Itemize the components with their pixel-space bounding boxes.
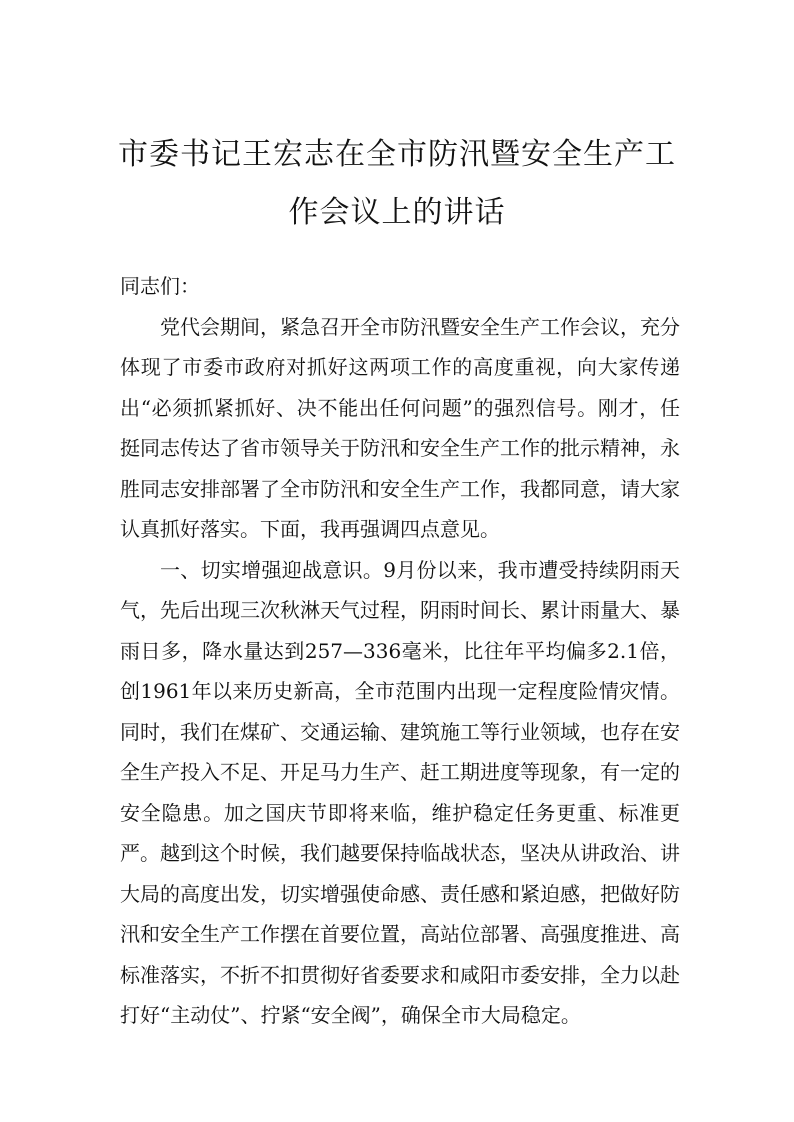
paragraph-opening: 党代会期间，紧急召开全市防汛暨安全生产工作会议，充分体现了市委市政府对抓好这两项工作的高度重视，向大家传递出“必须抓紧抓好、决不能出任何问题”的强烈信号。刚才，任挺同志传达了省市领导关于防汛和安全生产工作的批示精神，永胜同志安排部署了全市防汛和安全生产工作，我都同意，请大家认真抓好落实。下面，我再强调四点意见。: [120, 314, 680, 541]
paragraph-point-one: 一、切实增强迎战意识。9月份以来，我市遭受持续阴雨天气，先后出现三次秋淋天气过程，阴雨时间长、累计雨量大、暴雨日多，降水量达到257—336毫米，比往年平均偏多2.1倍，创1961年以来历史新高，全市范围内出现一定程度险情灾情。同时，我们在煤矿、交通运输、建筑施工等行业领域，也存在安全生产投入不足、开足马力生产、赶工期进度等现象，有一定的安全隐患。加之国庆节即将来临，维护稳定任务更重、标准更严。越到这个时候，我们越要保持临战状态，坚决从讲政治、讲大局的高度出发，切实增强使命感、责任感和紧迫感，把做好防汛和安全生产工作摆在首要位置，高站位部署、高强度推进、高标准落实，不折不扣贯彻好省委要求和咸阳市委安排，全力以赴打好“主动仗”、拧紧“安全阀”，确保全市大局稳定。: [120, 557, 680, 1027]
title-line-2: 作会议上的讲话: [288, 195, 506, 230]
document-body: [120, 266, 680, 1036]
document-title: [100, 126, 694, 242]
salutation: 同志们：: [120, 274, 200, 298]
title-line-1: 市委书记王宏志在全市防汛暨安全生产工: [118, 137, 676, 172]
